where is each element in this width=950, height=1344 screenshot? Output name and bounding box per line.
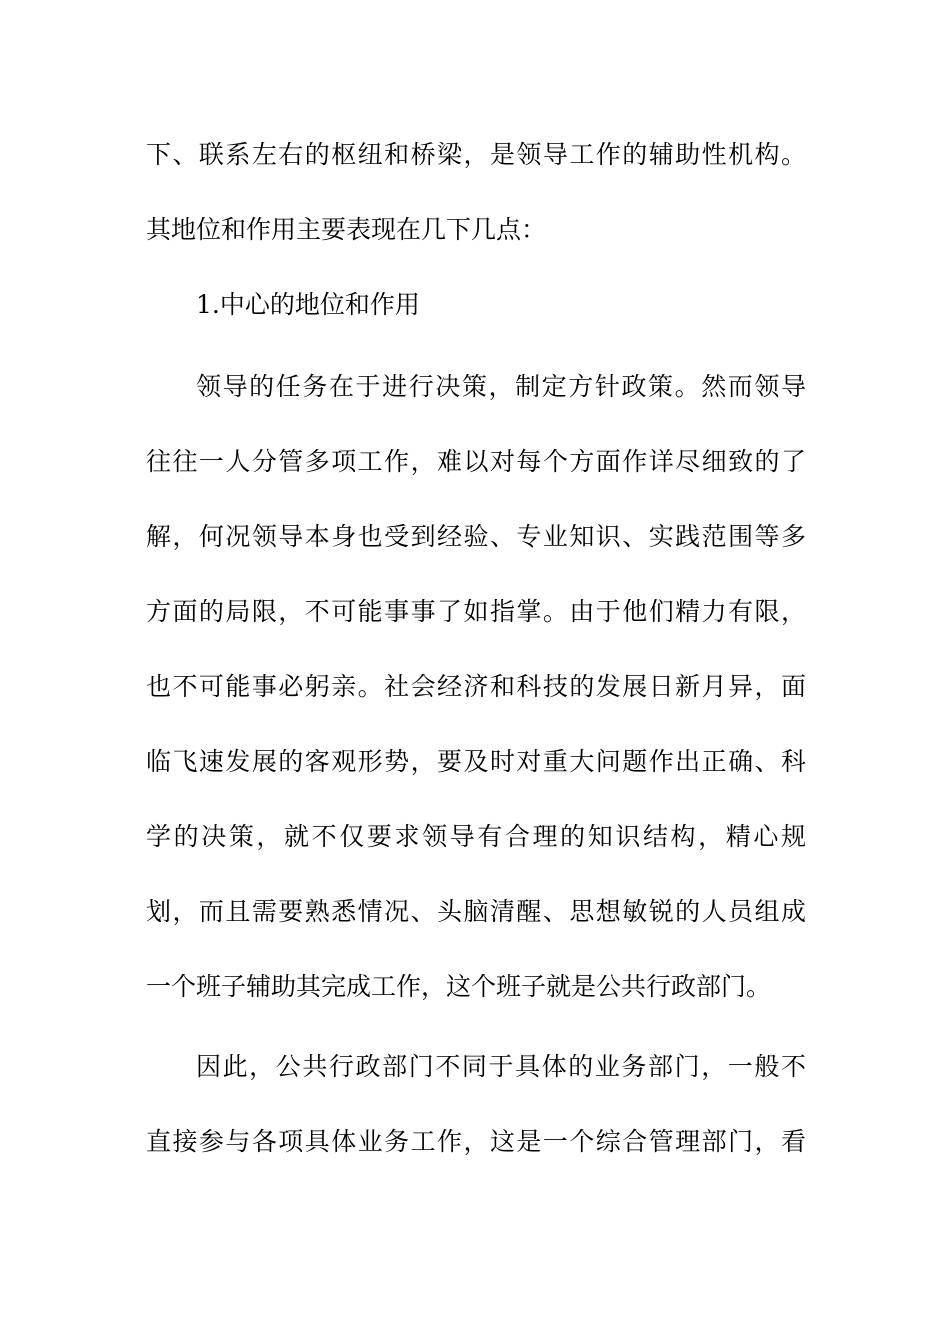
section-heading: 1.中心的地位和作用 bbox=[196, 290, 420, 319]
text-line: 其地位和作用主要表现在几下几点： bbox=[146, 215, 547, 244]
text-line: 往往一人分管多项工作，难以对每个方面作详尽细致的了 bbox=[146, 447, 806, 476]
text-line: 一个班子辅助其完成工作，这个班子就是公共行政部门。 bbox=[146, 972, 772, 1001]
text-line: 解，何况领导本身也受到经验、专业知识、实践范围等多 bbox=[146, 522, 806, 551]
text-line: 学的决策，就不仅要求领导有合理的知识结构，精心规 bbox=[146, 822, 806, 851]
text-line: 也不可能事必躬亲。社会经济和科技的发展日新月异，面 bbox=[146, 672, 806, 701]
text-line: 直接参与各项具体业务工作，这是一个综合管理部门，看 bbox=[146, 1127, 806, 1156]
text-line: 方面的局限，不可能事事了如指掌。由于他们精力有限， bbox=[146, 597, 806, 626]
text-line: 领导的任务在于进行决策，制定方针政策。然而领导 bbox=[196, 372, 806, 401]
text-line: 下、联系左右的枢纽和桥梁，是领导工作的辅助性机构。 bbox=[146, 140, 806, 169]
text-line: 划，而且需要熟悉情况、头脑清醒、思想敏锐的人员组成 bbox=[146, 897, 806, 926]
text-line: 临飞速发展的客观形势，要及时对重大问题作出正确、科 bbox=[146, 747, 806, 776]
text-line: 因此，公共行政部门不同于具体的业务部门，一般不 bbox=[196, 1052, 806, 1081]
